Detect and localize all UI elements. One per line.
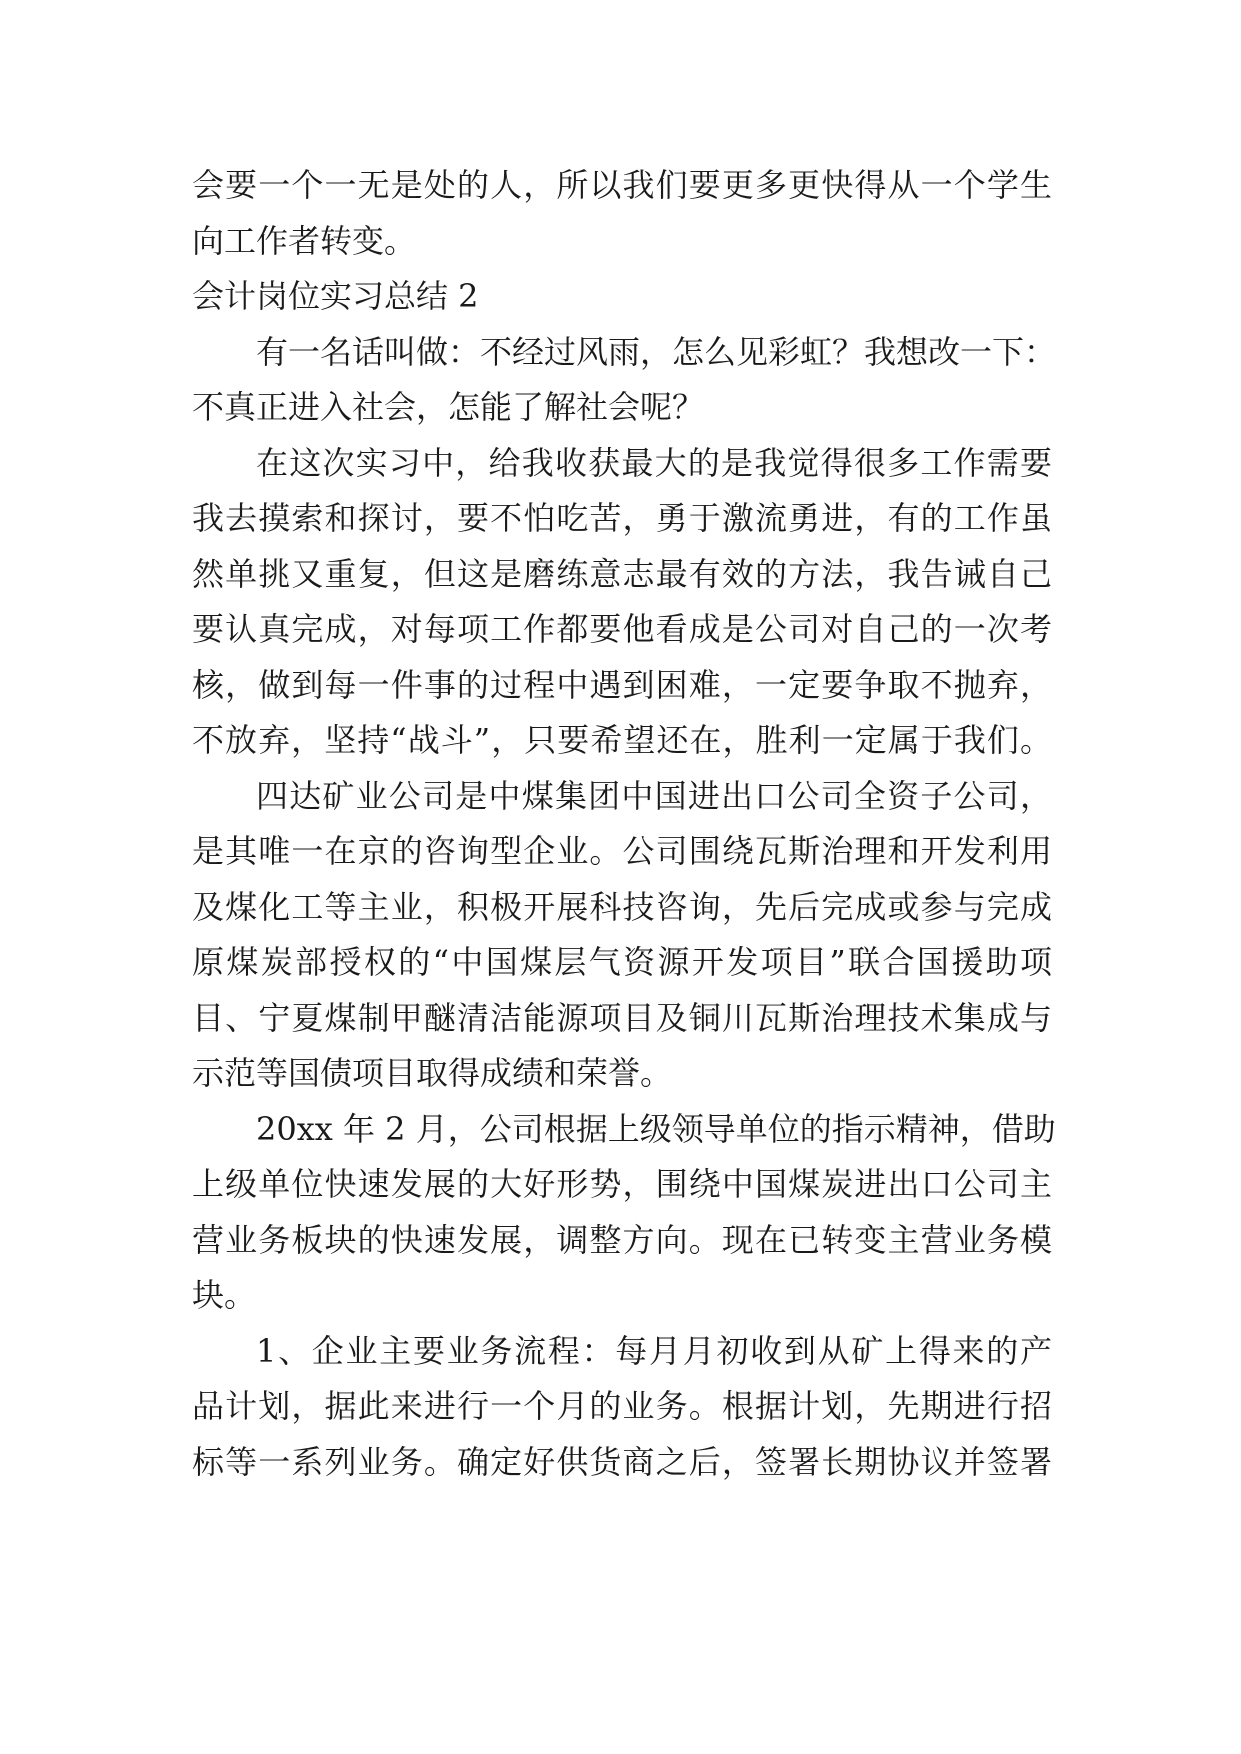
paragraph-line: 1、企业主要业务流程：每月月初收到从矿上得来的产 <box>256 1331 1052 1370</box>
paragraph-line: 不真正进入社会，怎能了解社会呢？ <box>192 388 705 426</box>
paragraph-line: 示范等国债项目取得成绩和荣誉。 <box>192 1054 673 1092</box>
paragraph-line: 会要一个一无是处的人，所以我们要更多更快得从一个学生 <box>192 166 1052 204</box>
paragraph-line: 我去摸索和探讨，要不怕吃苦，勇于激流勇进，有的工作虽 <box>192 499 1052 537</box>
paragraph-line: 在这次实习中，给我收获最大的是我觉得很多工作需要 <box>256 443 1052 482</box>
paragraph-line: 原煤炭部授权的“中国煤层气资源开发项目”联合国援助项 <box>192 943 1052 981</box>
paragraph-line: 核，做到每一件事的过程中遇到困难，一定要争取不抛弃， <box>192 665 1052 704</box>
paragraph-line: 是其唯一在京的咨询型企业。公司围绕瓦斯治理和开发利用 <box>192 832 1052 870</box>
paragraph-line: 及煤化工等主业，积极开展科技咨询，先后完成或参与完成 <box>192 887 1052 926</box>
paragraph-line: 上级单位快速发展的大好形势，围绕中国煤炭进出口公司主 <box>192 1165 1052 1203</box>
paragraph-line: 不放弃，坚持“战斗”，只要希望还在，胜利一定属于我们。 <box>192 721 1052 759</box>
paragraph-line: 标等一系列业务。确定好供货商之后，签署长期协议并签署 <box>192 1442 1052 1481</box>
document-body <box>192 158 1057 1490</box>
paragraph-line: 要认真完成，对每项工作都要他看成是公司对自己的一次考 <box>192 610 1052 648</box>
paragraph-line: 有一名话叫做：不经过风雨，怎么见彩虹？我想改一下： <box>256 332 1057 371</box>
paragraph-line: 20xx 年 2 月，公司根据上级领导单位的指示精神，借助 <box>256 1109 1056 1148</box>
paragraph-line: 四达矿业公司是中煤集团中国进出口公司全资子公司， <box>256 776 1052 815</box>
section-heading: 会计岗位实习总结 2 <box>192 277 479 315</box>
paragraph-line: 块。 <box>192 1276 257 1314</box>
paragraph-line: 目、宁夏煤制甲醚清洁能源项目及铜川瓦斯治理技术集成与 <box>192 998 1052 1037</box>
paragraph-line: 品计划，据此来进行一个月的业务。根据计划，先期进行招 <box>192 1387 1052 1425</box>
paragraph-line: 向工作者转变。 <box>192 221 417 260</box>
paragraph-line: 然单挑又重复，但这是磨练意志最有效的方法，我告诫自己 <box>192 554 1052 593</box>
paragraph-line: 营业务板块的快速发展，调整方向。现在已转变主营业务模 <box>192 1220 1052 1259</box>
